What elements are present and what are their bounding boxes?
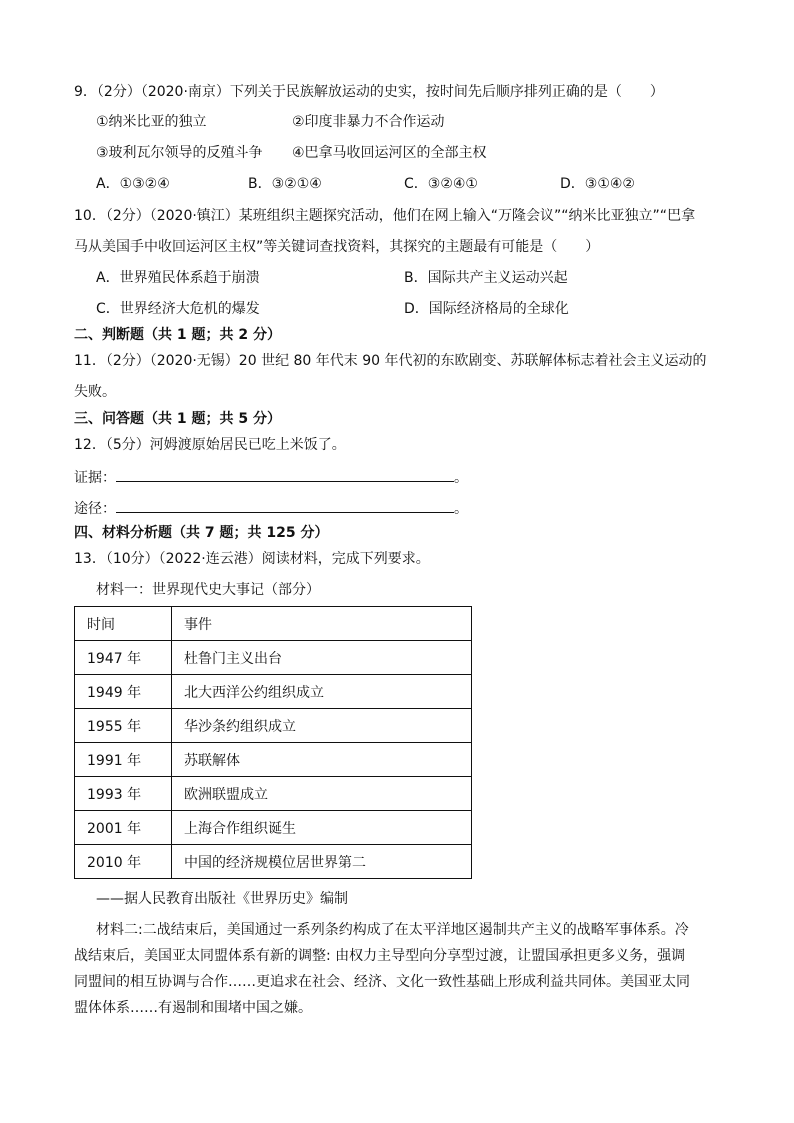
- row-event: 杜鲁门主义出台: [172, 641, 472, 675]
- row-year: 1947 年: [75, 641, 172, 675]
- row-event: 苏联解体: [172, 743, 472, 777]
- q10-option-b: B．国际共产主义运动兴起: [404, 270, 568, 286]
- table-row: [75, 641, 472, 675]
- table-row: [75, 811, 472, 845]
- material2-line-4: 盟体体系……有遏制和围堵中国之嫌。: [74, 1000, 312, 1016]
- route-end-mark: 。: [454, 501, 468, 517]
- row-year: 2001 年: [75, 811, 172, 845]
- row-event: 华沙条约组织成立: [172, 709, 472, 743]
- events-table: [74, 606, 472, 879]
- row-event: 欧洲联盟成立: [172, 777, 472, 811]
- q9-option-a: A．①③②④: [96, 176, 170, 192]
- material2-paragraph: [74, 917, 724, 1021]
- q11-line1: 11．（2分）（2020·无锡）20 世纪 80 年代末 90 年代初的东欧剧变、苏联解体标志着社会主义运动的: [74, 353, 707, 369]
- evidence-end-mark: 。: [454, 470, 468, 486]
- q9-item-4: ④巴拿马收回运河区的全部主权: [292, 145, 487, 161]
- q11-line2: 失败。: [74, 384, 116, 400]
- q9-item-1: ①纳米比亚的独立: [96, 114, 207, 130]
- q9-option-c: C．③②④①: [404, 176, 478, 192]
- row-year: 1955 年: [75, 709, 172, 743]
- material1-title: 材料一：世界现代史大事记（部分）: [96, 582, 320, 598]
- table-row: [75, 709, 472, 743]
- evidence-answer-blank[interactable]: [116, 467, 454, 482]
- table-row: [75, 675, 472, 709]
- evidence-label: 证据：: [74, 470, 116, 486]
- row-year: 1991 年: [75, 743, 172, 777]
- table-header-row: [75, 607, 472, 641]
- route-answer-blank[interactable]: [116, 498, 454, 513]
- header-event: 事件: [172, 607, 472, 641]
- table-row: [75, 845, 472, 879]
- row-year: 2010 年: [75, 845, 172, 879]
- q10-option-a: A．世界殖民体系趋于崩溃: [96, 270, 260, 286]
- q12-evidence: [74, 467, 468, 488]
- material2-line-2: 战结束后，美国亚太同盟体系有新的调整: 由权力主导型向分享型过渡，让盟国承担更多义务，强调: [74, 948, 686, 964]
- row-event: 上海合作组织诞生: [172, 811, 472, 845]
- section2-title: 二、判断题（共 1 题；共 2 分）: [74, 327, 281, 343]
- header-time: 时间: [75, 607, 172, 641]
- q9-option-b: B．③②①④: [248, 176, 322, 192]
- row-year: 1993 年: [75, 777, 172, 811]
- row-event: 中国的经济规模位居世界第二: [172, 845, 472, 879]
- q12-route: [74, 498, 468, 519]
- material1-source: ——据人民教育出版社《世界历史》编制: [96, 891, 348, 907]
- route-label: 途径：: [74, 501, 116, 517]
- table-row: [75, 777, 472, 811]
- q10-option-c: C．世界经济大危机的爆发: [96, 301, 260, 317]
- material2-line-3: 同盟间的相互协调与合作……更追求在社会、经济、文化一致性基础上形成利益共同体。美国亚太同: [74, 974, 690, 990]
- q9-stem: 9．（2分）（2020·南京）下列关于民族解放运动的史实，按时间先后顺序排列正确的是（ ）: [74, 84, 664, 100]
- row-year: 1949 年: [75, 675, 172, 709]
- q10-stem-line1: 10．（2分）（2020·镇江）某班组织主题探究活动，他们在网上输入“万隆会议”“纳米比亚独立”“巴拿: [74, 208, 696, 224]
- q12-stem: 12．（5分）河姆渡原始居民已吃上米饭了。: [74, 437, 346, 453]
- material2-line-1: 材料二:二战结束后，美国通过一系列条约构成了在太平洋地区遏制共产主义的战略军事体系。冷: [96, 922, 689, 938]
- q10-option-d: D．国际经济格局的全球化: [404, 301, 569, 317]
- q9-item-2: ②印度非暴力不合作运动: [292, 114, 445, 130]
- section4-title: 四、材料分析题（共 7 题；共 125 分）: [74, 525, 329, 541]
- q13-stem: 13．（10分）（2022·连云港）阅读材料，完成下列要求。: [74, 551, 430, 567]
- table-row: [75, 743, 472, 777]
- q9-item-3: ③玻利瓦尔领导的反殖斗争: [96, 145, 263, 161]
- q10-stem-line2: 马从美国手中收回运河区主权”等关键词查找资料，其探究的主题最有可能是（ ）: [74, 239, 600, 255]
- q9-option-d: D．③①④②: [560, 176, 635, 192]
- row-event: 北大西洋公约组织成立: [172, 675, 472, 709]
- section3-title: 三、问答题（共 1 题；共 5 分）: [74, 411, 281, 427]
